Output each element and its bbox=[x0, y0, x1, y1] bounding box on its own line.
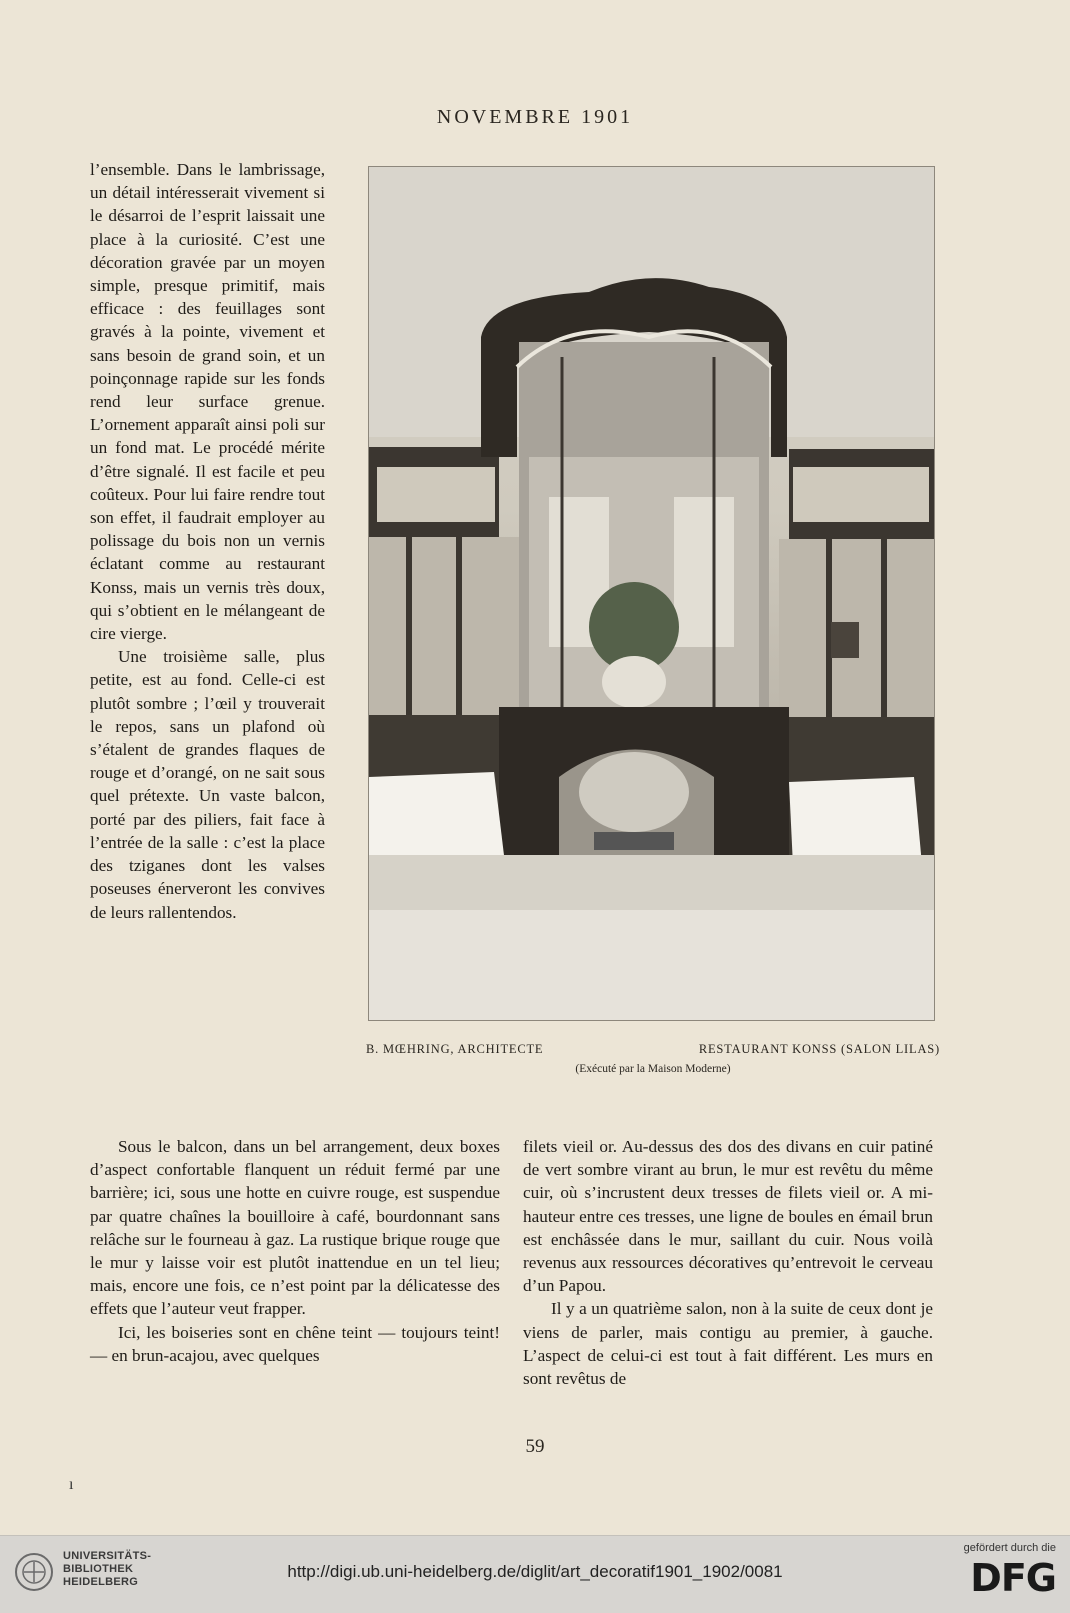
caption-subtitle: (Exécuté par la Maison Moderne) bbox=[575, 1063, 731, 1075]
photo-illustration bbox=[369, 167, 934, 1020]
margin-mark: ı bbox=[69, 1476, 74, 1493]
caption-architect: B. MŒHRING, ARCHITECTE bbox=[366, 1042, 544, 1056]
sponsor-text: gefördert durch die bbox=[963, 1542, 1056, 1554]
page-number: 59 bbox=[525, 1436, 545, 1457]
bottom-left-column bbox=[90, 1135, 500, 1367]
library-name: UNIVERSITÄTS- BIBLIOTHEK HEIDELBERG bbox=[63, 1550, 152, 1588]
viewer-footer bbox=[0, 1535, 1070, 1613]
paragraph: Une troisième salle, plus petite, est au fond. Celle-ci est plutôt sombre ; l’œil y trouverait le repos, sans un plafond où s’étalent de grandes flaques de rouge et d’orangé, on ne sait sous quel prétexte. Un vaste balcon, porté par des piliers, fait face à l’entrée de la salle : c’est la place des tziganes dont les valses poseuses énerveront les convives de leurs rallentendos. bbox=[90, 647, 325, 922]
paragraph: Sous le balcon, dans un bel arrangement, deux boxes d’aspect confortable flanquent un réduit fermé par une barrière; ici, sous une hotte en cuivre rouge, est suspendue par quatre chaînes la bouilloire à café, bourdonnant sans relâche sur le fourneau à gaz. La rustique brique rouge que le mur y laisse voir est plutôt inattendue en un tel lieu; mais, encore une fois, ce n’est point par la délicatesse des effets que l’auteur veut frapper. bbox=[90, 1137, 500, 1319]
running-header: NOVEMBRE 1901 bbox=[436, 106, 634, 128]
restaurant-photograph bbox=[368, 166, 935, 1021]
bottom-right-column bbox=[523, 1135, 933, 1390]
paragraph: Ici, les boiseries sont en chêne teint — toujours teint! — en brun-acajou, avec quelques bbox=[90, 1322, 500, 1365]
paragraph: Il y a un quatrième salon, non à la suite de ceux dont je viens de parler, mais contigu au premier, à gauche. L’aspect de celui-ci est tout à fait différent. Les murs en sont revêtus de bbox=[523, 1299, 933, 1389]
paragraph: l’ensemble. Dans le lambrissage, un détail intéresserait vivement si le désarroi de l’esprit laissait une place à la curiosité. C’est une décoration gravée par un moyen simple, presque primitif, mais efficace : des feuillages sont gravés à la pointe, vivement et sans besoin de grand soin, et un poinçonnage rapide sur les fonds rend leur surface grenue. L’ornement apparaît ainsi poli sur un fond mat. Le procédé mérite d’être signalé. Il est facile et peu coûteux. Pour lui faire rendre tout son effet, il faudrait employer au polissage du bois non un vernis éclatant comme au restaurant Konss, mais un vernis très doux, qui s’obtient en le mélangeant de cire vierge. bbox=[90, 160, 325, 644]
document-url-link[interactable]: http://digi.ub.uni-heidelberg.de/diglit/art_decoratif1901_1902/0081 bbox=[287, 1562, 783, 1581]
caption-title: RESTAURANT KONSS (SALON LILAS) bbox=[698, 1042, 940, 1056]
dfg-logo: DFG bbox=[970, 1556, 1056, 1600]
paragraph: filets vieil or. Au-dessus des dos des divans en cuir patiné de vert sombre virant au brun, le mur est revêtu du même cuir, où s’incrustent deux tresses de filets vieil or. A mi-hauteur entre ces tresses, une ligne de boules en émail brun est enchâssée dans le mur, saillant du cuir. Nous voilà revenus aux ressources décoratives qu’entrevoit le cerveau d’un Papou. bbox=[523, 1137, 933, 1296]
left-text-column bbox=[90, 158, 325, 924]
